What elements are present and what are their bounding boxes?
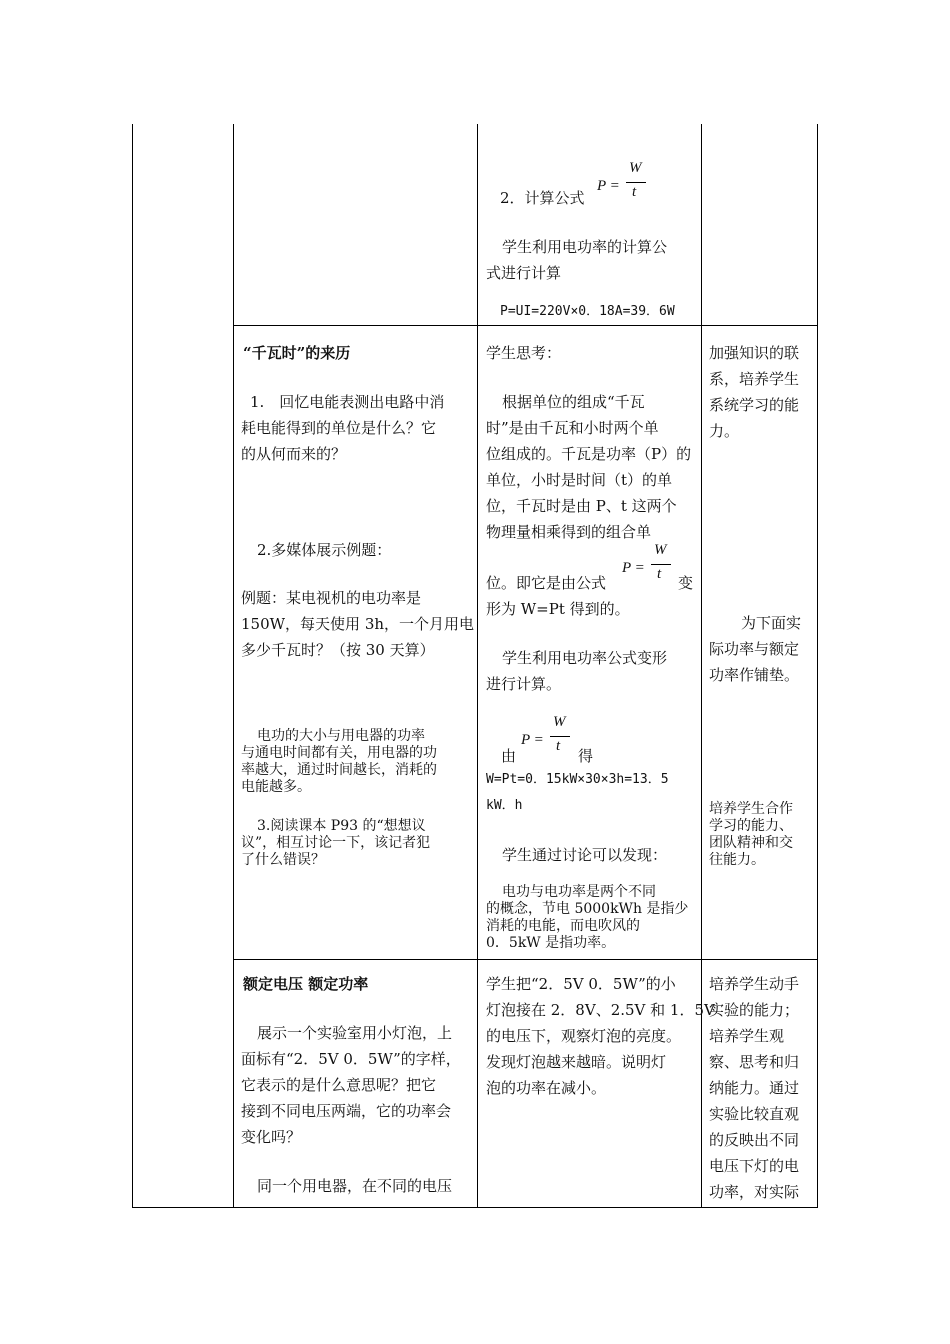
body-text: 展示一个实验室用小灯泡，上 xyxy=(257,1024,453,1042)
question-text: 的从何而来的？ xyxy=(241,445,347,463)
design-text: 实验比较直观 xyxy=(709,1105,800,1123)
design-text: 功率，对实际 xyxy=(709,1183,800,1201)
design-text: 功率作铺垫。 xyxy=(709,666,800,684)
formula-numerator: W xyxy=(629,160,642,176)
body-text: 电功的大小与用电器的功率 xyxy=(257,728,425,744)
student-text: 位组成的。千瓦是功率（P）的 xyxy=(486,445,692,463)
design-text: 加强知识的联 xyxy=(709,344,800,362)
design-text: 为下面实 xyxy=(741,614,802,632)
formula-denominator: t xyxy=(632,184,637,200)
body-text: 接到不同电压两端，它的功率会 xyxy=(241,1102,452,1120)
design-text: 际功率与额定 xyxy=(709,640,800,658)
design-text: 培养学生观 xyxy=(709,1027,785,1045)
student-text: 泡的功率在减小。 xyxy=(486,1079,607,1097)
calc-text: P=UI=220V×0．18A=39．6W xyxy=(500,304,675,319)
student-text: 单位，小时是时间（t）的单 xyxy=(486,471,673,489)
column-divider xyxy=(233,124,234,1207)
example-text: 例题：某电视机的电功率是 xyxy=(241,589,422,607)
design-text: 系，培养学生 xyxy=(709,370,800,388)
calc-text: kW．h xyxy=(486,798,523,813)
student-text: 变 xyxy=(678,574,694,592)
design-text: 力。 xyxy=(709,422,740,440)
student-text: 式进行计算 xyxy=(486,264,562,282)
question-text: 耗电能得到的单位是什么？它 xyxy=(241,419,437,437)
example-text: 多少千瓦时？（按 30 天算） xyxy=(241,641,435,659)
formula-denominator: t xyxy=(556,738,561,754)
design-text: 的反映出不同 xyxy=(709,1131,800,1149)
design-text: 学习的能力、 xyxy=(709,818,793,834)
section-title: 额定电压 额定功率 xyxy=(243,975,369,993)
body-text: 同一个用电器，在不同的电压 xyxy=(257,1177,453,1195)
student-text: 位。即它是由公式 xyxy=(486,574,607,592)
student-text: 位，千瓦时是由 P、t 这两个 xyxy=(486,497,677,515)
question-text: 议”，相互讨论一下，该记者犯 xyxy=(241,835,431,851)
student-text: 学生通过讨论可以发现： xyxy=(502,846,668,864)
body-text: 面标有“2．5V 0．5W”的字样， xyxy=(241,1050,461,1068)
student-text: 学生把“2．5V 0．5W”的小 xyxy=(486,975,676,993)
design-text: 察、思考和归 xyxy=(709,1053,800,1071)
row-divider xyxy=(233,325,817,326)
design-text: 培养学生动手 xyxy=(709,975,800,993)
student-text: 的概念，节电 5000kWh 是指少 xyxy=(486,901,689,917)
student-text: 进行计算。 xyxy=(486,675,562,693)
student-text: 的电压下，观察灯泡的亮度。 xyxy=(486,1027,682,1045)
formula-lhs: P = xyxy=(622,560,645,576)
question-text: 了什么错误？ xyxy=(241,852,325,868)
example-text: 150W，每天使用 3h，一个月用电 xyxy=(241,615,475,633)
student-text: 电功与电功率是两个不同 xyxy=(502,884,656,900)
body-text: 变化吗？ xyxy=(241,1128,302,1146)
student-text: 学生利用电功率公式变形 xyxy=(502,649,668,667)
fraction-bar xyxy=(550,736,570,737)
student-text: 得 xyxy=(578,747,594,765)
formula-numerator: W xyxy=(654,542,667,558)
calc-text: W=Pt=0．15kW×30×3h=13．5 xyxy=(486,772,669,787)
formula-lhs: P = xyxy=(521,732,544,748)
column-divider xyxy=(701,124,702,1207)
body-text: 它表示的是什么意思呢？把它 xyxy=(241,1076,437,1094)
design-text: 往能力。 xyxy=(709,852,765,868)
question-text: 1. 回忆电能表测出电路中消 xyxy=(250,393,445,411)
student-text: 由 xyxy=(501,747,517,765)
design-text: 培养学生合作 xyxy=(709,801,793,817)
formula-label: 2．计算公式 xyxy=(500,189,585,207)
student-text: 消耗的电能，而电吹风的 xyxy=(486,918,640,934)
body-text: 与通电时间都有关，用电器的功 xyxy=(241,745,437,761)
body-text: 电能越多。 xyxy=(241,779,311,795)
question-text: 2.多媒体展示例题： xyxy=(257,541,392,559)
formula-lhs: P = xyxy=(597,178,620,194)
design-text: 实验的能力； xyxy=(709,1001,800,1019)
design-text: 系统学习的能 xyxy=(709,396,800,414)
student-text: 物理量相乘得到的组合单 xyxy=(486,523,652,541)
design-text: 纳能力。通过 xyxy=(709,1079,800,1097)
formula-denominator: t xyxy=(657,566,662,582)
student-text: 时”是由千瓦和小时两个单 xyxy=(486,419,659,437)
student-text: 发现灯泡越来越暗。说明灯 xyxy=(486,1053,667,1071)
student-text: 形为 W=Pt 得到的。 xyxy=(486,600,630,618)
student-text: 根据单位的组成“千瓦 xyxy=(502,393,645,411)
student-text: 0．5kW 是指功率。 xyxy=(486,935,616,951)
design-text: 电压下灯的电 xyxy=(709,1157,800,1175)
section-title: “千瓦时”的来历 xyxy=(243,344,351,362)
student-text: 学生思考： xyxy=(486,344,562,362)
column-divider xyxy=(477,124,478,1207)
row-divider xyxy=(233,959,817,960)
student-text: 灯泡接在 2．8V、2.5V 和 1．5V xyxy=(486,1001,715,1019)
design-text: 团队精神和交 xyxy=(709,835,793,851)
fraction-bar xyxy=(626,182,646,183)
body-text: 率越大，通过时间越长，消耗的 xyxy=(241,762,437,778)
fraction-bar xyxy=(651,564,671,565)
student-text: 学生利用电功率的计算公 xyxy=(502,238,668,256)
question-text: 3.阅读课本 P93 的“想想议 xyxy=(257,818,426,834)
formula-numerator: W xyxy=(553,714,566,730)
